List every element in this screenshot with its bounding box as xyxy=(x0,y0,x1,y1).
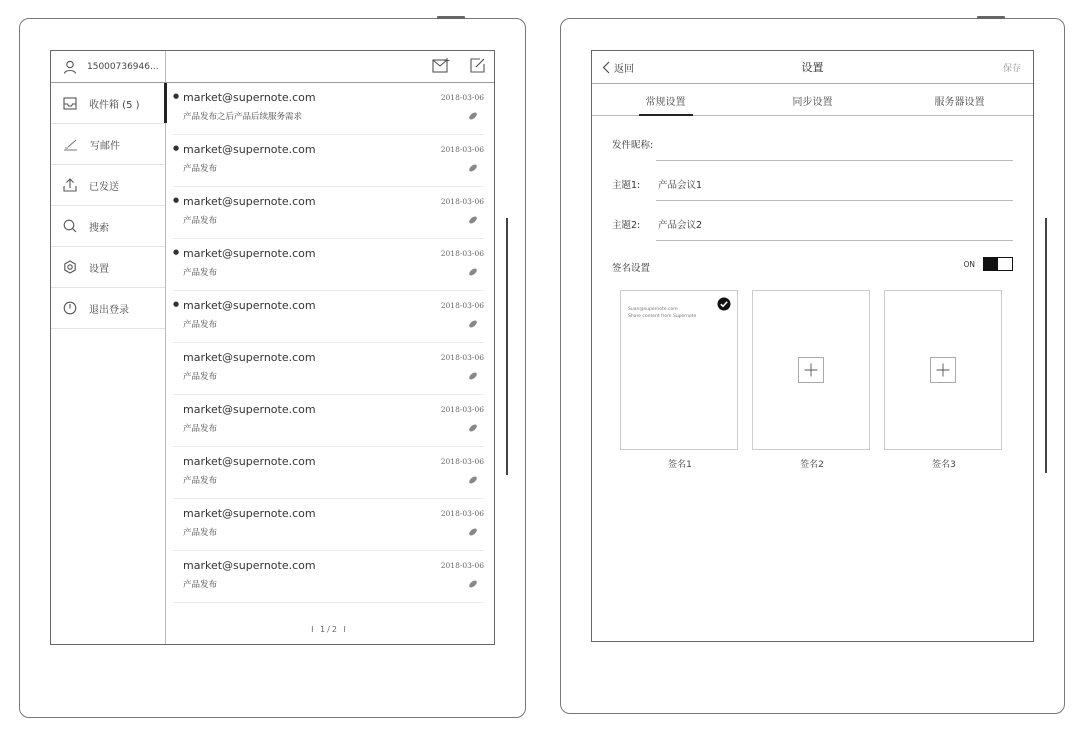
attachment-icon xyxy=(468,267,478,277)
signature-preview xyxy=(620,290,738,450)
field-underline xyxy=(656,200,1013,201)
signature-card-2[interactable] xyxy=(752,290,872,470)
mail-list-item[interactable] xyxy=(173,239,484,291)
mail-date: 2018-03-06 xyxy=(440,353,484,362)
subject2-field[interactable] xyxy=(612,211,1013,241)
left-device-side-bar xyxy=(506,218,508,475)
tab-sync[interactable]: 同步设置 xyxy=(792,97,833,108)
edit-icon[interactable] xyxy=(470,58,486,73)
sidebar-item-label: 退出登录 xyxy=(89,304,129,316)
mail-subject: 产品发布 xyxy=(183,320,218,330)
mail-sender: market@supernote.com xyxy=(183,403,316,416)
sidebar-item-label: 搜索 xyxy=(89,222,109,234)
pagination[interactable]: I 1/2 I xyxy=(311,625,348,634)
right-device-power-button xyxy=(977,16,1005,19)
right-device-side-bar xyxy=(1045,218,1047,473)
mail-date: 2018-03-06 xyxy=(440,145,484,154)
attachment-icon xyxy=(468,111,478,121)
mail-subject: 产品发布 xyxy=(183,216,218,226)
signature-preview xyxy=(752,290,870,450)
mail-subject: 产品发布之后产品后续服务需求 xyxy=(183,112,303,122)
new-mail-icon[interactable] xyxy=(432,58,450,73)
attachment-icon xyxy=(468,579,478,589)
mail-date: 2018-03-06 xyxy=(440,93,484,102)
mail-sender: ● market@supernote.com xyxy=(183,143,316,156)
settings-screen xyxy=(591,50,1034,642)
add-signature-icon[interactable] xyxy=(798,357,824,383)
mail-date: 2018-03-06 xyxy=(440,509,484,518)
mail-subject: 产品发布 xyxy=(183,268,218,278)
mail-subject: 产品发布 xyxy=(183,580,218,590)
signature-setting-label: 签名设置 xyxy=(612,263,651,274)
signature-setting-row xyxy=(612,260,1013,280)
mail-date: 2018-03-06 xyxy=(440,301,484,310)
signature-card-3[interactable] xyxy=(884,290,1004,470)
mail-sender: ● market@supernote.com xyxy=(183,247,316,260)
subject1-field[interactable] xyxy=(612,171,1013,201)
power-icon xyxy=(63,301,77,315)
toggle-knob xyxy=(984,258,998,270)
toggle-state-label: ON xyxy=(963,259,975,269)
sidebar-item-settings[interactable] xyxy=(51,247,165,288)
sidebar-item-compose[interactable] xyxy=(51,124,165,165)
mail-list-item[interactable] xyxy=(173,343,484,395)
sidebar-item-label: 设置 xyxy=(89,263,109,275)
mail-date: 2018-03-06 xyxy=(440,197,484,206)
back-label: 返回 xyxy=(614,64,634,75)
sidebar-item-sent[interactable] xyxy=(51,165,165,206)
mail-sender: market@supernote.com xyxy=(183,559,316,572)
attachment-icon xyxy=(468,215,478,225)
mail-list-item[interactable] xyxy=(173,447,484,499)
signature-card-label: 签名3 xyxy=(932,460,956,470)
signature-line: Suan@supernote.com xyxy=(628,307,678,312)
search-icon xyxy=(63,219,77,233)
mail-subject: 产品发布 xyxy=(183,372,218,382)
attachment-icon xyxy=(468,163,478,173)
mail-list-item[interactable] xyxy=(173,135,484,187)
mail-list-item[interactable] xyxy=(173,395,484,447)
attachment-icon xyxy=(468,319,478,329)
mail-subject: 产品发布 xyxy=(183,164,218,174)
user-icon xyxy=(63,60,77,74)
field-label: 主题1: xyxy=(612,180,641,191)
signature-card-label: 签名1 xyxy=(668,460,692,470)
compose-pen-icon xyxy=(63,138,78,151)
tab-general[interactable]: 常规设置 xyxy=(592,84,739,115)
settings-tabs xyxy=(592,84,1033,116)
attachment-icon xyxy=(468,371,478,381)
mail-sidebar xyxy=(51,51,166,644)
mail-sender: market@supernote.com xyxy=(183,455,316,468)
signature-cards xyxy=(620,290,1004,470)
mail-list-item[interactable] xyxy=(173,551,484,603)
attachment-icon xyxy=(468,475,478,485)
mail-list-item[interactable] xyxy=(173,499,484,551)
attachment-icon xyxy=(468,527,478,537)
mail-list-item[interactable] xyxy=(173,83,484,135)
field-label: 主题2: xyxy=(612,220,641,231)
add-signature-icon[interactable] xyxy=(930,357,956,383)
signature-toggle-group xyxy=(963,257,1013,271)
mail-sender: market@supernote.com xyxy=(183,351,316,364)
left-device-power-button xyxy=(437,16,465,19)
settings-header xyxy=(592,51,1033,84)
mail-date: 2018-03-06 xyxy=(440,561,484,570)
signature-line: Share content from Supernote xyxy=(628,314,697,319)
mail-list xyxy=(173,83,484,603)
field-underline xyxy=(656,240,1013,241)
mail-sender: ● market@supernote.com xyxy=(183,91,316,104)
sidebar-item-search[interactable] xyxy=(51,206,165,247)
account-number: 15000736946... xyxy=(87,61,159,72)
save-button[interactable]: 保存 xyxy=(1002,64,1021,74)
signature-card-1[interactable] xyxy=(620,290,740,470)
mail-subject: 产品发布 xyxy=(183,424,218,434)
field-underline xyxy=(656,160,1013,161)
mail-sender: ● market@supernote.com xyxy=(183,195,316,208)
sidebar-item-inbox[interactable] xyxy=(51,83,165,124)
sidebar-item-label: 写邮件 xyxy=(90,140,120,152)
signature-preview xyxy=(884,290,1002,450)
selected-check-icon xyxy=(717,297,731,311)
mail-subject: 产品发布 xyxy=(183,476,218,486)
mail-date: 2018-03-06 xyxy=(440,457,484,466)
mail-list-item[interactable] xyxy=(173,187,484,239)
field-value: 产品会议2 xyxy=(658,220,703,231)
tab-server[interactable]: 服务器设置 xyxy=(934,97,985,108)
signature-card-label: 签名2 xyxy=(800,460,824,470)
mail-date: 2018-03-06 xyxy=(440,405,484,414)
signature-preview-text xyxy=(628,306,696,320)
mail-sender: ● market@supernote.com xyxy=(183,299,316,312)
gear-icon xyxy=(63,260,77,274)
field-label: 发件昵称: xyxy=(612,140,654,151)
attachment-icon xyxy=(468,423,478,433)
sidebar-item-label: 已发送 xyxy=(89,181,119,193)
mail-list-item[interactable] xyxy=(173,291,484,343)
mail-sender: market@supernote.com xyxy=(183,507,316,520)
signature-toggle[interactable] xyxy=(983,257,1013,271)
page-title: 设置 xyxy=(801,61,824,74)
sidebar-item-logout[interactable] xyxy=(51,288,165,329)
mail-toolbar xyxy=(165,51,494,83)
mail-screen xyxy=(50,50,495,645)
upload-sent-icon xyxy=(63,178,77,192)
sidebar-item-label: 收件箱 (5 ) xyxy=(89,99,140,111)
mail-date: 2018-03-06 xyxy=(440,249,484,258)
sender-nickname-field[interactable] xyxy=(612,131,1013,161)
inbox-icon xyxy=(63,97,77,110)
account-item[interactable] xyxy=(51,51,165,83)
field-value: 产品会议1 xyxy=(658,180,703,191)
mail-subject: 产品发布 xyxy=(183,528,218,538)
